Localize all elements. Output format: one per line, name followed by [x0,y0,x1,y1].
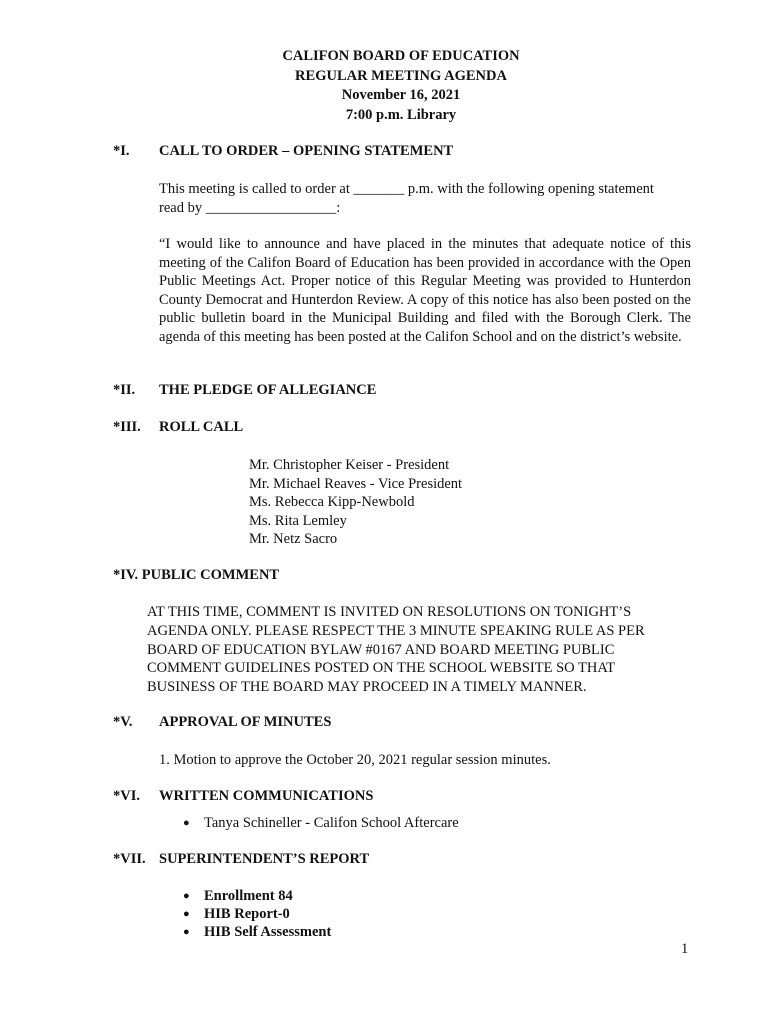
agenda-header [0,47,770,125]
section-6-title: WRITTEN COMMUNICATIONS [159,788,374,804]
section-1-number: *I. [113,143,130,159]
member-name: Ms. Rebecca Kipp-Newbold [249,494,415,510]
bullet-icon: ● [183,890,190,902]
section-4-heading: *IV. PUBLIC COMMENT [113,567,280,583]
read-by-line: read by __________________: [159,200,341,216]
member-name: Ms. Rita Lemley [249,512,347,529]
bullet-icon: ● [183,908,190,920]
section-5-number: *V. [113,714,133,730]
member-name: Mr. Christopher Keiser - President [249,457,450,473]
section-7-title: SUPERINTENDENT’S REPORT [159,851,370,867]
bullet-icon: ● [183,926,190,938]
notice-line: AGENDA ONLY. PLEASE RESPECT THE 3 MINUTE SPEAKING RULE AS PER [147,622,645,639]
page-number: 1 [681,941,689,957]
member-name: Mr. Netz Sacro [249,531,338,547]
notice-line: BOARD OF EDUCATION BYLAW #0167 AND BOARD MEETING PUBLIC [147,641,615,658]
section-3-title: ROLL CALL [159,419,244,435]
public-comment-notice [147,603,667,697]
meeting-date: November 16, 2021 [341,87,461,103]
section-1-title: CALL TO ORDER – OPENING STATEMENT [159,143,454,159]
board-name: CALIFON BOARD OF EDUCATION [282,48,520,64]
report-item [183,905,290,924]
section-2-number: *II. [113,382,136,398]
notice-line: BUSINESS OF THE BOARD MAY PROCEED IN A TIMELY MANNER. [147,679,587,696]
report-text: Enrollment 84 [204,888,293,904]
agenda-title: REGULAR MEETING AGENDA [295,67,507,84]
section-3-number: *III. [113,419,141,435]
bullet-icon: ● [183,817,190,829]
minutes-motion: 1. Motion to approve the October 20, 2021 regular session minutes. [159,752,551,768]
member-name: Mr. Michael Reaves - Vice President [249,475,463,492]
communication-item [183,814,459,833]
report-item [183,923,331,942]
notice-line: COMMENT GUIDELINES POSTED ON THE SCHOOL WEBSITE SO THAT [147,660,616,677]
communication-text: Tanya Schineller - Califon School Aftercare [204,815,459,831]
section-7-number: *VII. [113,851,146,867]
notice-line: AT THIS TIME, COMMENT IS INVITED ON RESOLUTIONS ON TONIGHT’S [147,604,632,620]
meeting-time-location: 7:00 p.m. Library [345,106,457,123]
roll-call-list [249,456,462,549]
report-item [183,887,293,906]
report-text: HIB Self Assessment [204,924,332,940]
call-to-order-line: This meeting is called to order at _______ p.m. with the following opening statement [159,181,654,197]
opening-statement: “I would like to announce and have placed in the minutes that adequate notice of this meeting of the Califon Board of Education has been provided in accordance with the Open Public Meetings Act. Proper notice of this Regular Meeting was provided to Hunterdon County Democrat and Hunterdon Review. A copy of this notice has also been posted on the public bulletin board in the Municipal Building and filed with the Borough Clerk. The agenda of this meeting has been posted at the Califon School and on the district’s website. [159,236,691,345]
report-text: HIB Report-0 [204,906,290,922]
section-6-number: *VI. [113,788,140,804]
section-5-title: APPROVAL OF MINUTES [159,714,332,730]
section-2-title: THE PLEDGE OF ALLEGIANCE [159,382,377,398]
